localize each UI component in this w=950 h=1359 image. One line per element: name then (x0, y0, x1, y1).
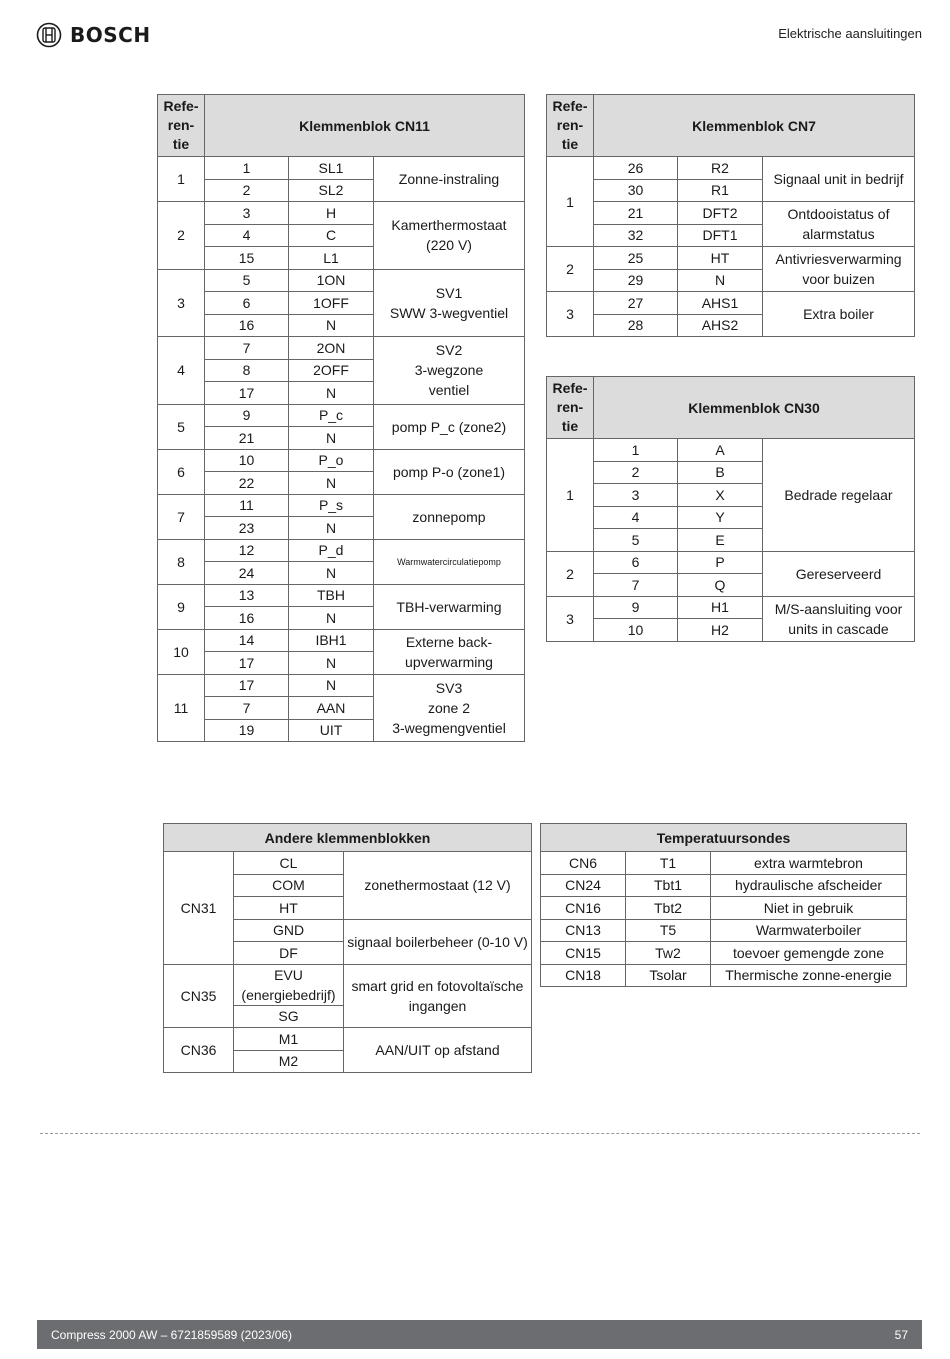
terminal-label-cell: 1OFF (289, 292, 374, 315)
terminal-label-cell: P_s (289, 494, 374, 517)
terminal-number-cell: 17 (205, 674, 289, 697)
terminal-label-cell: UIT (289, 719, 374, 742)
section-title: Elektrische aansluitingen (778, 26, 922, 41)
terminal-number-cell: 22 (205, 472, 289, 495)
connector-cell: CN13 (541, 919, 626, 942)
terminal-label-cell: N (289, 382, 374, 405)
terminal-number-cell: 27 (594, 292, 678, 315)
description-cell: pomp P_c (zone2) (374, 404, 525, 449)
terminal-number-cell: 9 (205, 404, 289, 427)
table-row (547, 596, 915, 619)
description-cell: Zonne-instraling (374, 157, 525, 202)
terminal-label-cell: N (289, 652, 374, 675)
terminal-number-cell: 21 (205, 427, 289, 450)
terminal-number-cell: 24 (205, 562, 289, 585)
sensor-description-cell: Niet in gebruik (711, 897, 907, 920)
description-cell: Extra boiler (763, 292, 915, 337)
terminal-number-cell: 25 (594, 247, 678, 270)
terminal-number-cell: 9 (594, 596, 678, 619)
terminal-label-cell: N (289, 314, 374, 337)
terminal-number-cell: 30 (594, 179, 678, 202)
terminal-label-cell: DFT1 (678, 224, 763, 247)
terminal-label-cell: N (289, 562, 374, 585)
sensor-cell: Tbt1 (626, 874, 711, 897)
description-cell: Externe back-upverwarming (374, 629, 525, 674)
terminal-number-cell: 5 (594, 529, 678, 552)
block-name-cell: CN36 (164, 1028, 234, 1073)
terminal-label-cell: P_c (289, 404, 374, 427)
description-cell: Signaal unit in bedrijf (763, 157, 915, 202)
terminal-label-cell: L1 (289, 247, 374, 270)
table-row (541, 897, 907, 920)
table-row (158, 404, 525, 427)
terminal-label-cell: CL (234, 852, 344, 875)
terminal-label-cell: H2 (678, 619, 763, 642)
table-row (164, 964, 532, 1005)
sensor-description-cell: extra warmtebron (711, 852, 907, 875)
table-title: Klemmenblok CN30 (594, 377, 915, 439)
description-cell: Kamerthermostaat (220 V) (374, 202, 525, 270)
description-cell: SV3 zone 2 3-wegmengventiel (374, 674, 525, 742)
reference-cell: 2 (547, 551, 594, 596)
table-row (158, 494, 525, 517)
sensor-cell: T5 (626, 919, 711, 942)
table-temperature-sensors (540, 823, 907, 987)
terminal-label-cell: H (289, 202, 374, 225)
terminal-label-cell: AHS2 (678, 314, 763, 337)
table-row (164, 852, 532, 875)
terminal-label-cell: N (289, 607, 374, 630)
block-name-cell: CN31 (164, 852, 234, 965)
terminal-number-cell: 7 (205, 697, 289, 720)
terminal-label-cell: DFT2 (678, 202, 763, 225)
reference-cell: 3 (547, 596, 594, 641)
table-row (158, 157, 525, 180)
table-title: Andere klemmenblokken (164, 824, 532, 852)
table-row (158, 337, 525, 360)
terminal-number-cell: 29 (594, 269, 678, 292)
description-cell: smart grid en fotovoltaïsche ingangen (344, 964, 532, 1028)
table-row (547, 202, 915, 225)
brand (36, 22, 151, 48)
reference-cell: 4 (158, 337, 205, 405)
terminal-label-cell: C (289, 224, 374, 247)
description-cell: Ontdooistatus of alarmstatus (763, 202, 915, 247)
reference-cell: 1 (158, 157, 205, 202)
description-cell: signaal boilerbeheer (0-10 V) (344, 919, 532, 964)
terminal-number-cell: 6 (594, 551, 678, 574)
terminal-label-cell: AHS1 (678, 292, 763, 315)
description-cell: Bedrade regelaar (763, 439, 915, 552)
description-cell: zonethermostaat (12 V) (344, 852, 532, 920)
terminal-number-cell: 17 (205, 652, 289, 675)
ref-column-header: Refe- ren- tie (547, 95, 594, 157)
terminal-number-cell: 7 (594, 574, 678, 597)
terminal-label-cell: 2ON (289, 337, 374, 360)
terminal-label-cell: Q (678, 574, 763, 597)
table-title: Klemmenblok CN7 (594, 95, 915, 157)
connector-cell: CN15 (541, 942, 626, 965)
terminal-label-cell: 1ON (289, 269, 374, 292)
table-cn7 (546, 94, 915, 337)
terminal-label-cell: IBH1 (289, 629, 374, 652)
terminal-number-cell: 4 (205, 224, 289, 247)
terminal-number-cell: 12 (205, 539, 289, 562)
sensor-description-cell: Warmwaterboiler (711, 919, 907, 942)
table-row (164, 1028, 532, 1051)
table-row (547, 157, 915, 180)
table-title: Klemmenblok CN11 (205, 95, 525, 157)
terminal-label-cell: 2OFF (289, 359, 374, 382)
table-cn11 (157, 94, 525, 742)
table-row (158, 202, 525, 225)
description-cell: SV1 SWW 3-wegventiel (374, 269, 525, 337)
description-cell: Antivriesverwarming voor buizen (763, 247, 915, 292)
reference-cell: 3 (158, 269, 205, 337)
terminal-number-cell: 6 (205, 292, 289, 315)
terminal-number-cell: 17 (205, 382, 289, 405)
table-row (541, 964, 907, 987)
terminal-label-cell: AAN (289, 697, 374, 720)
terminal-label-cell: N (289, 427, 374, 450)
terminal-label-cell: E (678, 529, 763, 552)
description-cell: Warmwatercirculatiepomp (374, 539, 525, 584)
reference-cell: 1 (547, 439, 594, 552)
sensor-cell: Tbt2 (626, 897, 711, 920)
description-cell: SV2 3-wegzone ventiel (374, 337, 525, 405)
footer-document-id: Compress 2000 AW – 6721859589 (2023/06) (51, 1327, 293, 1342)
reference-cell: 11 (158, 674, 205, 742)
terminal-label-cell: SG (234, 1005, 344, 1028)
terminal-label-cell: EVU (energiebedrijf) (234, 964, 344, 1005)
terminal-label-cell: N (289, 674, 374, 697)
terminal-number-cell: 28 (594, 314, 678, 337)
description-cell: pomp P-o (zone1) (374, 449, 525, 494)
ref-column-header: Refe- ren- tie (158, 95, 205, 157)
reference-cell: 7 (158, 494, 205, 539)
table-row (158, 539, 525, 562)
sensor-cell: Tw2 (626, 942, 711, 965)
table-row (158, 269, 525, 292)
terminal-number-cell: 8 (205, 359, 289, 382)
terminal-number-cell: 4 (594, 506, 678, 529)
terminal-label-cell: DF (234, 942, 344, 965)
description-cell: AAN/UIT op afstand (344, 1028, 532, 1073)
table-row (547, 247, 915, 270)
terminal-number-cell: 1 (594, 439, 678, 462)
terminal-number-cell: 26 (594, 157, 678, 180)
description-cell: zonnepomp (374, 494, 525, 539)
reference-cell: 1 (547, 157, 594, 247)
terminal-number-cell: 2 (594, 461, 678, 484)
terminal-number-cell: 3 (594, 484, 678, 507)
reference-cell: 8 (158, 539, 205, 584)
footer (37, 1320, 922, 1349)
description-cell: Gereserveerd (763, 551, 915, 596)
terminal-label-cell: TBH (289, 584, 374, 607)
terminal-label-cell: H1 (678, 596, 763, 619)
terminal-label-cell: R1 (678, 179, 763, 202)
sensor-cell: T1 (626, 852, 711, 875)
terminal-number-cell: 3 (205, 202, 289, 225)
terminal-number-cell: 5 (205, 269, 289, 292)
table-row (541, 919, 907, 942)
connector-cell: CN24 (541, 874, 626, 897)
block-name-cell: CN35 (164, 964, 234, 1028)
connector-cell: CN18 (541, 964, 626, 987)
reference-cell: 5 (158, 404, 205, 449)
sensor-cell: Tsolar (626, 964, 711, 987)
terminal-number-cell: 16 (205, 607, 289, 630)
reference-cell: 9 (158, 584, 205, 629)
table-row (158, 449, 525, 472)
table-title: Temperatuursondes (541, 824, 907, 852)
page-divider (40, 1133, 920, 1134)
terminal-label-cell: A (678, 439, 763, 462)
sensor-description-cell: toevoer gemengde zone (711, 942, 907, 965)
reference-cell: 10 (158, 629, 205, 674)
terminal-label-cell: SL2 (289, 179, 374, 202)
terminal-number-cell: 15 (205, 247, 289, 270)
terminal-label-cell: HT (234, 897, 344, 920)
terminal-number-cell: 2 (205, 179, 289, 202)
reference-cell: 2 (547, 247, 594, 292)
terminal-label-cell: Y (678, 506, 763, 529)
reference-cell: 3 (547, 292, 594, 337)
reference-cell: 2 (158, 202, 205, 270)
table-row (541, 874, 907, 897)
terminal-label-cell: N (678, 269, 763, 292)
terminal-number-cell: 11 (205, 494, 289, 517)
terminal-number-cell: 10 (594, 619, 678, 642)
terminal-number-cell: 16 (205, 314, 289, 337)
terminal-label-cell: SL1 (289, 157, 374, 180)
terminal-number-cell: 14 (205, 629, 289, 652)
reference-cell: 6 (158, 449, 205, 494)
table-row (541, 852, 907, 875)
sensor-description-cell: hydraulische afscheider (711, 874, 907, 897)
table-row (541, 942, 907, 965)
terminal-number-cell: 32 (594, 224, 678, 247)
terminal-number-cell: 13 (205, 584, 289, 607)
connector-cell: CN6 (541, 852, 626, 875)
connector-cell: CN16 (541, 897, 626, 920)
terminal-label-cell: X (678, 484, 763, 507)
table-row (547, 551, 915, 574)
terminal-label-cell: HT (678, 247, 763, 270)
page-number: 57 (894, 1327, 908, 1342)
terminal-number-cell: 23 (205, 517, 289, 540)
terminal-label-cell: P (678, 551, 763, 574)
description-cell: M/S-aansluiting voor units in cascade (763, 596, 915, 641)
terminal-label-cell: B (678, 461, 763, 484)
terminal-number-cell: 10 (205, 449, 289, 472)
table-cn30 (546, 376, 915, 642)
terminal-number-cell: 21 (594, 202, 678, 225)
terminal-label-cell: GND (234, 919, 344, 942)
bosch-logo-icon (36, 22, 62, 48)
description-cell: TBH-verwarming (374, 584, 525, 629)
table-row (158, 629, 525, 652)
terminal-number-cell: 7 (205, 337, 289, 360)
table-row (158, 584, 525, 607)
sensor-description-cell: Thermische zonne-energie (711, 964, 907, 987)
brand-name: BOSCH (70, 23, 151, 47)
table-row (547, 292, 915, 315)
table-row (158, 674, 525, 697)
terminal-label-cell: N (289, 472, 374, 495)
table-row (547, 439, 915, 462)
ref-column-header: Refe- ren- tie (547, 377, 594, 439)
terminal-number-cell: 1 (205, 157, 289, 180)
terminal-label-cell: P_o (289, 449, 374, 472)
terminal-label-cell: M2 (234, 1050, 344, 1073)
table-other-blocks (163, 823, 532, 1073)
terminal-label-cell: COM (234, 874, 344, 897)
terminal-label-cell: N (289, 517, 374, 540)
terminal-label-cell: M1 (234, 1028, 344, 1051)
terminal-number-cell: 19 (205, 719, 289, 742)
terminal-label-cell: R2 (678, 157, 763, 180)
terminal-label-cell: P_d (289, 539, 374, 562)
